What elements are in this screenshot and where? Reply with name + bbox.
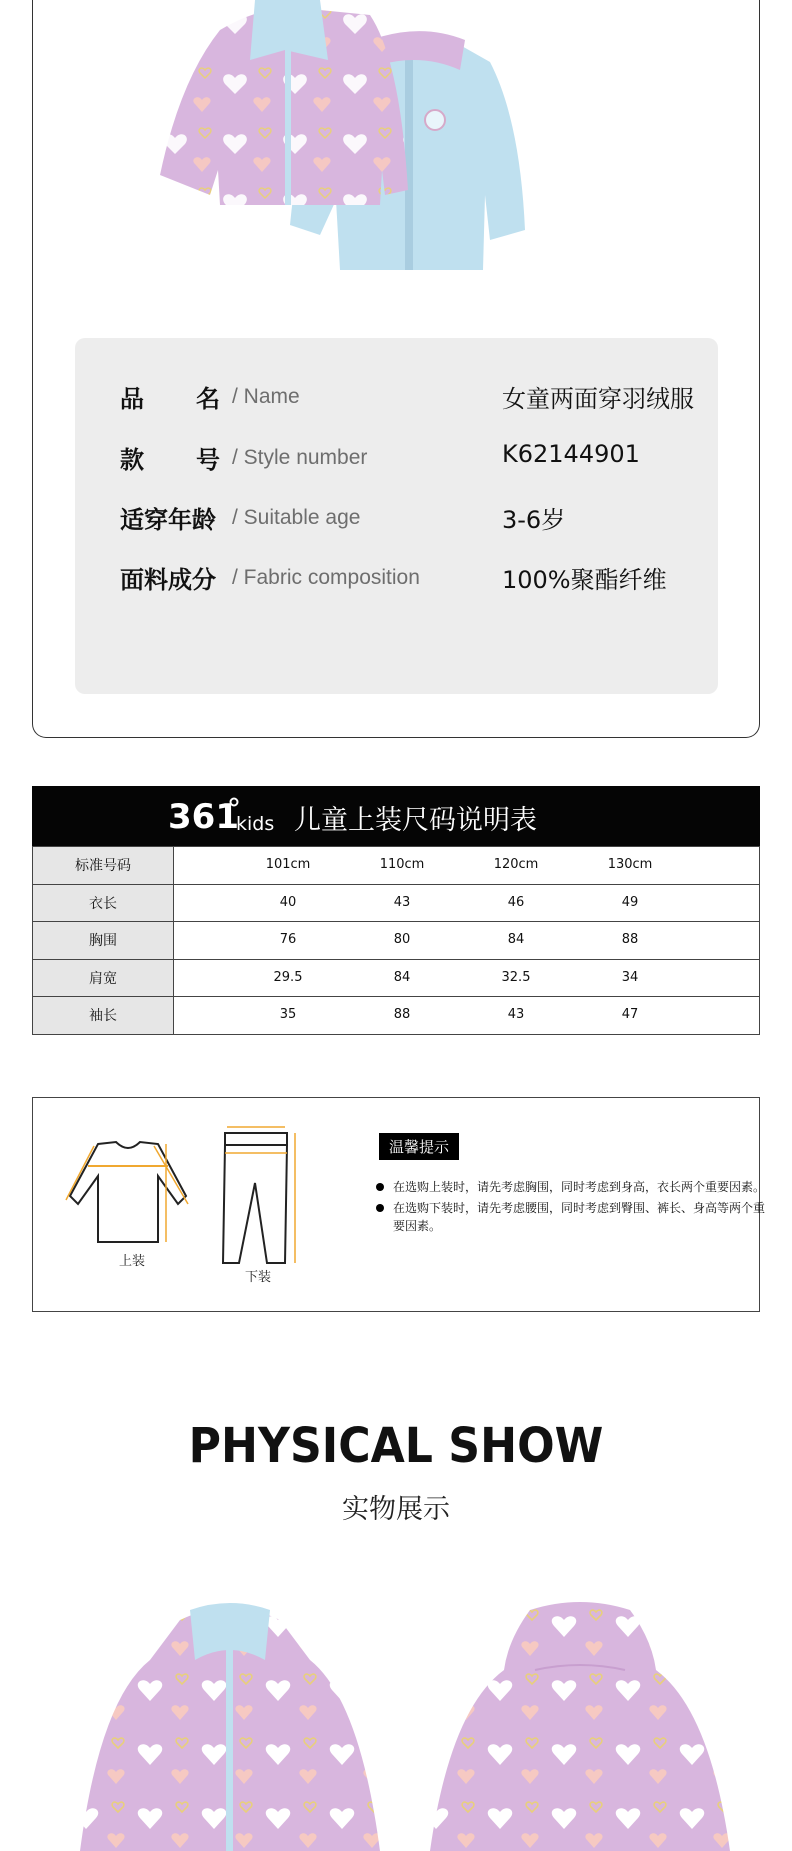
info-row-fabric (120, 556, 720, 596)
table-cell: 47 (621, 1007, 639, 1022)
info-row-name (120, 375, 720, 415)
table-cell: 34 (621, 969, 639, 985)
table-cell: 76 (279, 932, 297, 947)
info-key: 款 号 (120, 446, 220, 474)
table-cell: 84 (507, 932, 525, 947)
row-label: 袖长 (33, 997, 174, 1035)
tip-item (376, 1199, 773, 1235)
info-key: 品 名 (120, 385, 220, 413)
bullet-icon (376, 1204, 384, 1212)
table-cell: 29.5 (273, 969, 303, 985)
bottom-garment-label: 下装 (245, 1270, 272, 1285)
info-key: 适穿年龄 (120, 506, 216, 534)
tip-text: 在选购上装时，请先考虑胸围，同时考虑到身高，衣长两个重要因素。 (393, 1180, 766, 1194)
table-cell: 110cm (379, 857, 425, 872)
bullet-icon (376, 1183, 384, 1191)
table-row (33, 959, 760, 997)
table-cell: 49 (621, 894, 639, 910)
row-label: 胸围 (33, 922, 174, 960)
info-key-english: / Suitable age (232, 506, 361, 529)
table-cell: 80 (393, 932, 411, 947)
info-value: K62144901 (502, 440, 640, 468)
row-label: 标准号码 (33, 847, 174, 885)
table-row (33, 847, 760, 885)
row-values (174, 922, 760, 960)
svg-text:kids: kids (236, 813, 275, 835)
table-row (33, 997, 760, 1035)
brand-logo (168, 790, 278, 842)
row-values (174, 959, 760, 997)
table-cell: 43 (507, 1007, 525, 1022)
table-cell: 130cm (607, 857, 653, 872)
row-values (174, 997, 760, 1035)
table-cell: 46 (507, 894, 525, 910)
info-value: 100%聚酯纤维 (502, 566, 667, 594)
jacket-illustration (160, 0, 640, 280)
table-cell: 101cm (265, 857, 311, 872)
row-values (174, 847, 760, 885)
table-cell: 32.5 (501, 969, 531, 985)
table-row (33, 922, 760, 960)
size-tips-box (32, 1097, 766, 1312)
tips-title: 温馨提示 (379, 1133, 459, 1160)
section-title: PHYSICAL SHOW (188, 1418, 604, 1474)
info-value: 3-6岁 (502, 506, 566, 534)
table-row (33, 884, 760, 922)
info-row-suitable-age (120, 496, 720, 536)
jacket-front-photo (70, 1600, 390, 1851)
info-value: 女童两面穿羽绒服 (502, 385, 694, 413)
tip-text: 在选购下装时，请先考虑腰围，同时考虑到臀围、裤长、身高等两个重要因素。 (393, 1201, 766, 1233)
row-values (174, 884, 760, 922)
table-cell: 88 (393, 1007, 411, 1022)
svg-text:361: 361 (168, 797, 239, 837)
info-row-style-number (120, 436, 720, 476)
table-cell: 35 (279, 1007, 297, 1022)
size-table-header (32, 786, 760, 846)
pants-diagram (215, 1123, 305, 1273)
table-cell: 88 (621, 932, 639, 947)
section-subtitle: 实物展示 (342, 1494, 450, 1525)
top-garment-label: 上装 (119, 1254, 146, 1269)
size-grid (32, 846, 760, 1035)
info-key-english: / Name (232, 385, 300, 408)
tip-item (376, 1178, 773, 1196)
top-garment-diagram (58, 1138, 198, 1248)
row-label: 衣长 (33, 884, 174, 922)
info-key-english: / Style number (232, 446, 368, 469)
row-label: 肩宽 (33, 959, 174, 997)
product-info-panel (75, 338, 718, 694)
size-table-title: 儿童上装尺码说明表 (294, 805, 537, 836)
table-cell: 43 (393, 894, 411, 910)
table-cell: 120cm (493, 857, 539, 872)
info-key-english: / Fabric composition (232, 566, 420, 589)
jacket-back-photo (420, 1600, 740, 1851)
table-cell: 84 (393, 969, 411, 985)
size-table (32, 786, 760, 1035)
table-cell: 40 (279, 894, 297, 910)
info-key: 面料成分 (120, 566, 216, 594)
